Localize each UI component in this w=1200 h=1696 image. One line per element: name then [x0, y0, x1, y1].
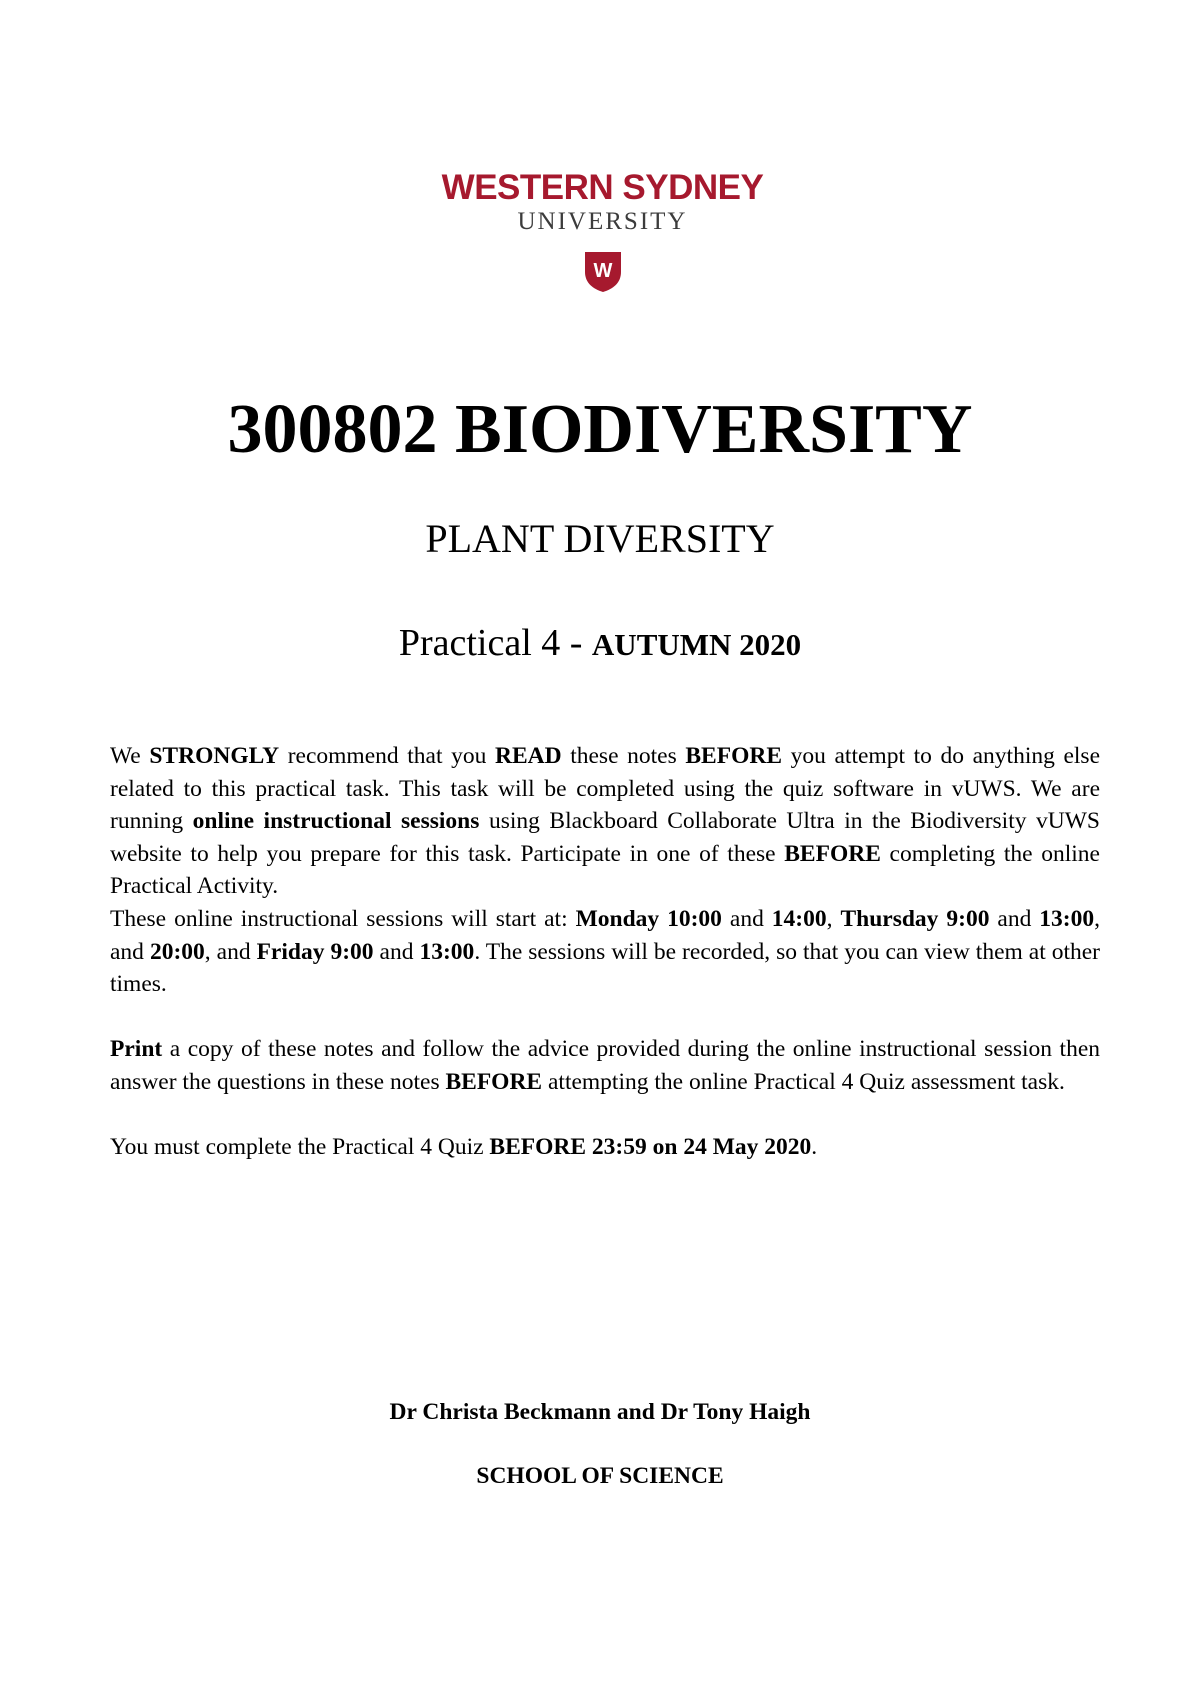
text-run: ,: [826, 905, 841, 932]
bold-text-run: online instructional sessions: [192, 808, 480, 835]
text-run: , and: [110, 905, 1100, 965]
authors-line: Dr Christa Beckmann and Dr Tony Haigh: [389, 1399, 811, 1425]
text-run: We: [110, 743, 150, 769]
text-run: you attempt to do anything else related to this practical task. This task will be completed using the quiz software in vUWS. We are running: [110, 743, 1101, 835]
shield-letter: W: [593, 260, 612, 282]
school-name: SCHOOL OF SCIENCE: [476, 1463, 724, 1489]
bold-text-run: STRONGLY: [149, 743, 280, 769]
text-run: using Blackboard Collaborate Ultra in the Biodiversity vUWS website to help you prepare for this task. Participate in one of these: [110, 808, 1100, 867]
logo-wordmark-line2: UNIVERSITY: [517, 208, 688, 235]
text-run: .: [811, 1134, 818, 1161]
text-run: You must complete the Practical 4 Quiz: [110, 1134, 490, 1161]
term-label: AUTUMN 2020: [591, 627, 802, 662]
text-run: and: [989, 905, 1040, 932]
bold-text-run: 13:00: [1039, 905, 1095, 932]
deadline-paragraph: [110, 1131, 1100, 1164]
print-paragraph: [110, 1033, 1100, 1098]
university-logo: [435, 168, 770, 318]
instructions-body: [110, 740, 1100, 1164]
bold-text-run: 14:00: [771, 905, 827, 932]
bold-text-run: READ: [495, 743, 562, 769]
text-run: . The sessions will be recorded, so that you can view them at other times.: [110, 938, 1101, 998]
bold-text-run: BEFORE 23:59 on 24 May 2020: [489, 1134, 812, 1161]
intro-paragraph: [110, 740, 1100, 903]
paragraph-spacer: [110, 1099, 1100, 1132]
bold-text-run: 13:00: [419, 938, 475, 965]
bold-text-run: BEFORE: [685, 743, 782, 769]
logo-wordmark-line1: WESTERN SYDNEY: [441, 168, 764, 207]
shield-icon: [583, 250, 623, 294]
course-title: 300802 BIODIVERSITY: [227, 391, 973, 468]
text-run: recommend that you: [279, 743, 495, 769]
text-run: attempting the online Practical 4 Quiz assessment task.: [542, 1068, 1065, 1095]
text-run: a copy of these notes and follow the advice provided during the online instructional session then answer the questions in these notes: [110, 1036, 1100, 1095]
bold-text-run: Print: [110, 1036, 163, 1063]
bold-text-run: Monday 10:00: [575, 905, 722, 932]
practical-label: Practical 4 -: [398, 622, 583, 664]
topic-subtitle: PLANT DIVERSITY: [425, 516, 775, 561]
text-run: These online instructional sessions will start at:: [110, 905, 576, 932]
text-run: and: [721, 905, 772, 932]
bold-text-run: 20:00: [149, 938, 205, 965]
text-run: , and: [204, 938, 257, 965]
text-run: and: [373, 938, 420, 965]
text-run: these notes: [561, 743, 686, 769]
text-run: completing the online Practical Activity.: [110, 840, 1100, 900]
bold-text-run: Thursday 9:00: [840, 905, 990, 932]
bold-text-run: Friday 9:00: [256, 938, 374, 965]
bold-text-run: BEFORE: [784, 840, 881, 867]
bold-text-run: BEFORE: [445, 1068, 543, 1095]
sessions-paragraph: [110, 903, 1100, 1001]
practical-heading: [0, 620, 1200, 668]
paragraph-spacer: [110, 1001, 1100, 1034]
